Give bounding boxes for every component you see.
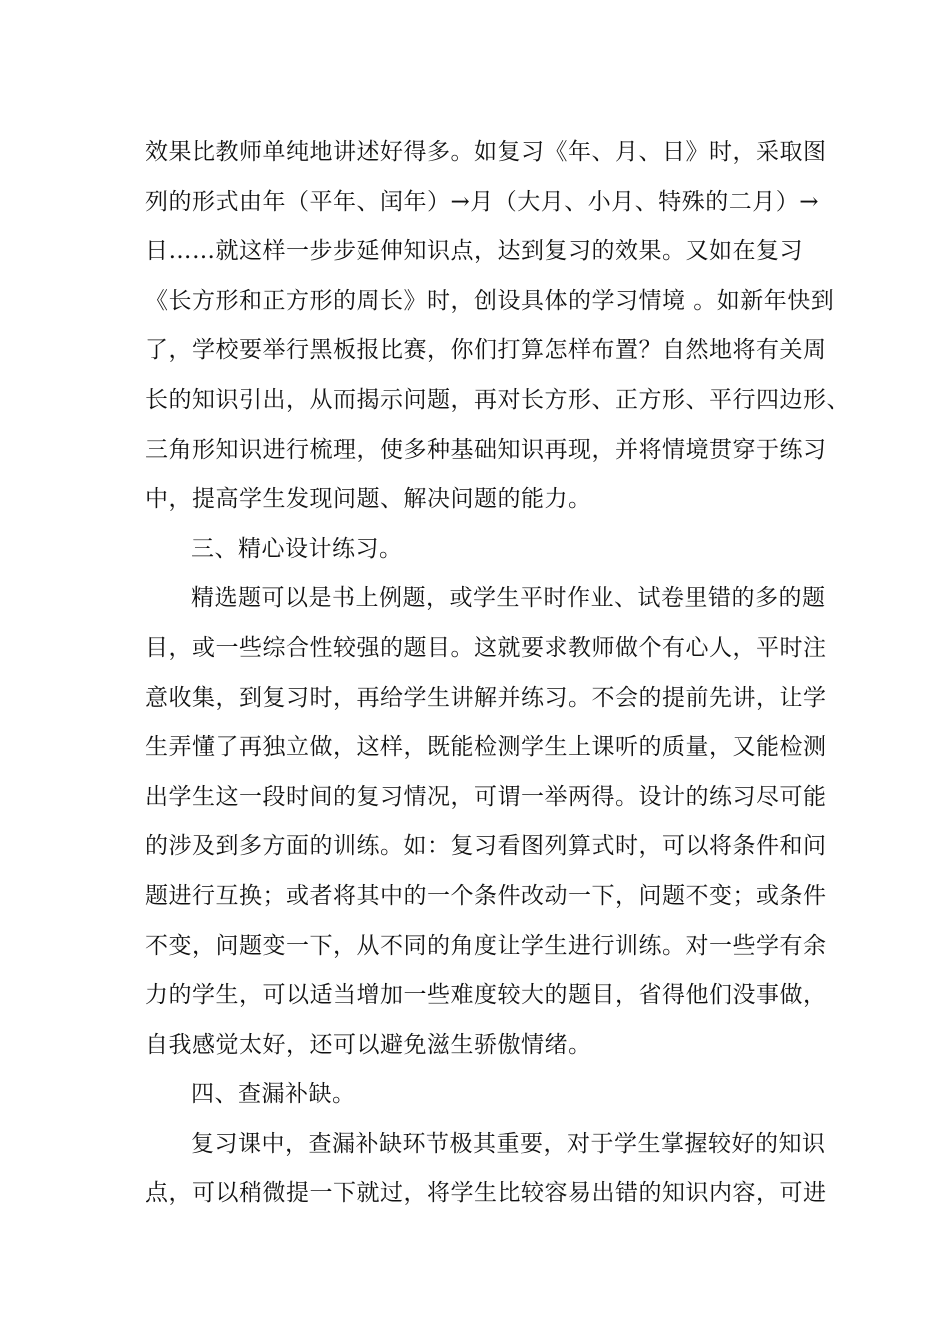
section-heading: 四、查漏补缺。 [191, 1081, 356, 1108]
paragraph-first-line: 复习课中，查漏补缺环节极其重要，对于学生掌握较好的知识 [191, 1130, 826, 1157]
text-line: 不变，问题变一下，从不同的角度让学生进行训练。对一些学有余 [145, 932, 827, 959]
text-line: 了，学校要举行黑板报比赛，你们打算怎样布置？自然地将有关周 [145, 337, 827, 364]
text-line: 列的形式由年（平年、闰年）→月（大月、小月、特殊的二月）→ [145, 188, 820, 215]
text-line: 效果比教师单纯地讲述好得多。如复习《年、月、日》时，采取图 [145, 139, 827, 165]
text-line: 题进行互换；或者将其中的一个条件改动一下，问题不变；或条件 [145, 882, 827, 909]
text-line: 日……就这样一步步延伸知识点，达到复习的效果。又如在复习 [145, 238, 803, 265]
text-line: 出学生这一段时间的复习情况，可谓一举两得。设计的练习尽可能 [145, 783, 827, 810]
section-heading: 三、精心设计练习。 [191, 535, 403, 562]
text-line: 中，提高学生发现问题、解决问题的能力。 [145, 486, 592, 513]
text-line: 《长方形和正方形的周长》时，创设具体的学习情境 。如新年快到 [145, 287, 835, 314]
text-line: 自我感觉太好，还可以避免滋生骄傲情绪。 [145, 1031, 592, 1058]
text-line: 目，或一些综合性较强的题目。这就要求教师做个有心人，平时注 [145, 634, 827, 661]
paragraph-first-line: 精选题可以是书上例题，或学生平时作业、试卷里错的多的题 [191, 585, 826, 612]
text-line: 意收集，到复习时，再给学生讲解并练习。不会的提前先讲，让学 [145, 684, 827, 711]
text-line: 三角形知识进行梳理，使多种基础知识再现，并将情境贯穿于练习 [145, 436, 827, 463]
text-line: 点，可以稍微提一下就过，将学生比较容易出错的知识内容，可进 [145, 1180, 827, 1207]
text-line: 力的学生，可以适当增加一些难度较大的题目，省得他们没事做， [145, 982, 827, 1009]
document-body [145, 128, 850, 1219]
text-line: 生弄懂了再独立做，这样，既能检测学生上课听的质量，又能检测 [145, 734, 827, 761]
text-line: 长的知识引出，从而揭示问题，再对长方形、正方形、平行四边形、 [145, 386, 850, 413]
text-line: 的涉及到多方面的训练。如：复习看图列算式时，可以将条件和问 [145, 833, 827, 860]
